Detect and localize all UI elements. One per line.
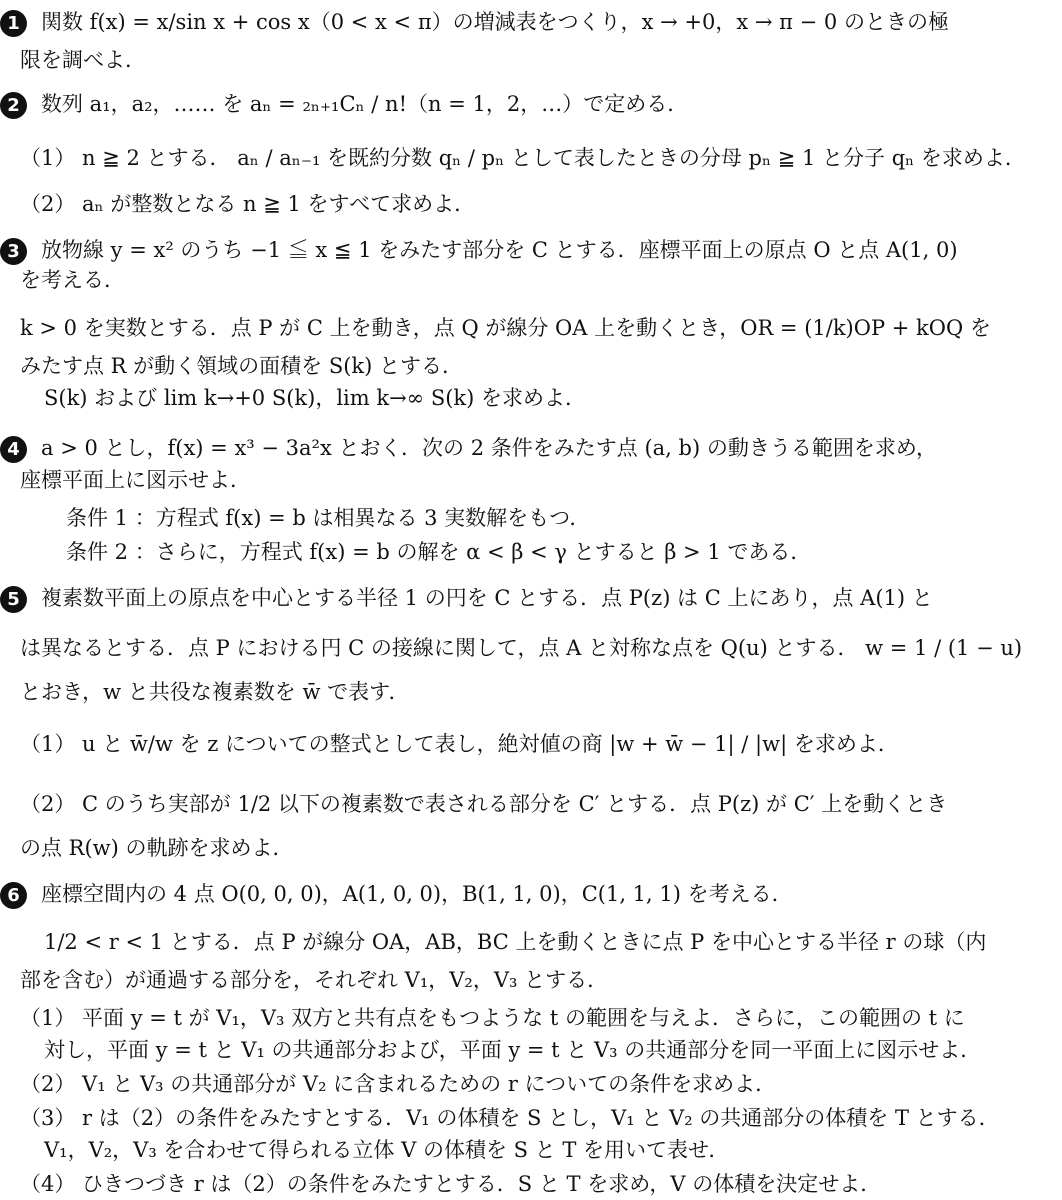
problem-6-part-4: （4） ひきつづき r は（2）の条件をみたすとする．S と T を求め，V の体積を決定せよ． (20, 1172, 882, 1196)
problem-3-line-5: S(k) および lim k→+0 S(k)，lim k→∞ S(k) を求めよ． (44, 386, 587, 410)
problem-6-part-3: （3） r は（2）の条件をみたすとする．V₁ の体積を S とし，V₁ と V₂ の共通部分の体積を T とする． (20, 1106, 1000, 1130)
problem-1-line-1 (0, 8, 949, 37)
problem-6-line-1 (0, 880, 793, 909)
problem-3-line-2: を考える． (20, 268, 125, 292)
problem-3-line-4: みたす点 R が動く領域の面積を S(k) とする． (20, 354, 464, 378)
problem-4-condition-2: 条件 2 ：さらに，方程式 f(x) = b の解を α < β < γ とすると β > 1 である． (66, 540, 812, 564)
problem-5-part-1: （1） u と w̄/w を z についての整式として表し，絶対値の商 |w + w̄ − 1| / |w| を求めよ． (20, 732, 899, 756)
problem-6-line-2: 1/2 < r < 1 とする．点 P が線分 OA，AB，BC 上を動くときに点 P を中心とする半径 r の球（内 (44, 930, 987, 954)
problem-4-line-2: 座標平面上に図示せよ． (20, 468, 251, 492)
text: 数列 a₁，a₂，…… を aₙ = ₂ₙ₊₁Cₙ / n!（n = 1，2，…）で定める． (41, 92, 689, 116)
problem-6-part-2: （2） V₁ と V₃ の共通部分が V₂ に含まれるための r についての条件を求めよ． (20, 1072, 777, 1096)
text: 放物線 y = x² のうち −1 ≦ x ≦ 1 をみたす部分を C とする．座標平面上の原点 O と点 A(1, 0) (41, 238, 958, 262)
problem-6-part-3-cont: V₁，V₂，V₃ を合わせて得られる立体 V の体積を S と T を用いて表せ． (44, 1138, 730, 1162)
problem-6-part-1-cont: 対し，平面 y = t と V₁ の共通部分および，平面 y = t と V₃ の共通部分を同一平面上に図示せよ． (44, 1038, 982, 1062)
problem-3-line-3: k > 0 を実数とする．点 P が C 上を動き，点 Q が線分 OA 上を動くとき，OR = (1/k)OP + kOQ を (20, 316, 991, 340)
text: a > 0 とし，f(x) = x³ − 3a²x とおく．次の 2 条件をみたす点 (a, b) の動きうる範囲を求め， (41, 436, 937, 460)
problem-5-line-1 (0, 584, 933, 613)
problem-5-line-2: は異なるとする．点 P における円 C の接線に関して，点 A と対称な点を Q(u) とする． w = 1 / (1 − u) (20, 636, 1023, 660)
problem-4-condition-1: 条件 1 ：方程式 f(x) = b は相異なる 3 実数解をもつ． (66, 506, 591, 530)
problem-4-line-1 (0, 434, 937, 463)
problem-number-badge: 4 (0, 436, 27, 463)
problem-2-line-1 (0, 90, 688, 119)
problem-6-part-1: （1） 平面 y = t が V₁，V₃ 双方と共有点をもつような t の範囲を与えよ．さらに，この範囲の t に (20, 1006, 965, 1030)
problem-2-part-2: （2） aₙ が整数となる n ≧ 1 をすべて求めよ． (20, 192, 476, 216)
problem-3-line-1 (0, 236, 958, 265)
problem-5-line-6: の点 R(w) の軌跡を求めよ． (20, 836, 294, 860)
problem-number-badge: 3 (0, 238, 27, 265)
problem-number-badge: 6 (0, 882, 27, 909)
text: 関数 f(x) = x/sin x + cos x（0 < x < π）の増減表をつくり，x → +0，x → π − 0 のときの極 (41, 10, 949, 34)
problem-2-part-1: （1） n ≧ 2 とする． aₙ / aₙ₋₁ を既約分数 qₙ / pₙ として表したときの分母 pₙ ≧ 1 と分子 qₙ を求めよ． (20, 146, 1026, 170)
problem-number-badge: 5 (0, 586, 27, 613)
problem-number-badge: 2 (0, 92, 27, 119)
text: 座標空間内の 4 点 O(0, 0, 0)，A(1, 0, 0)，B(1, 1, 0)，C(1, 1, 1) を考える． (41, 882, 793, 906)
text: 複素数平面上の原点を中心とする半径 1 の円を C とする．点 P(z) は C 上にあり，点 A(1) と (41, 586, 933, 610)
problem-5-line-3: とおき，w と共役な複素数を w̄ で表す． (20, 680, 410, 704)
problem-number-badge: 1 (0, 10, 27, 37)
problem-6-line-3: 部を含む）が通過する部分を，それぞれ V₁，V₂，V₃ とする． (20, 968, 609, 992)
problem-1-line-2: 限を調べよ． (20, 48, 146, 72)
problem-5-part-2: （2） C のうち実部が 1/2 以下の複素数で表される部分を C′ とする．点 P(z) が C′ 上を動くとき (20, 792, 948, 816)
